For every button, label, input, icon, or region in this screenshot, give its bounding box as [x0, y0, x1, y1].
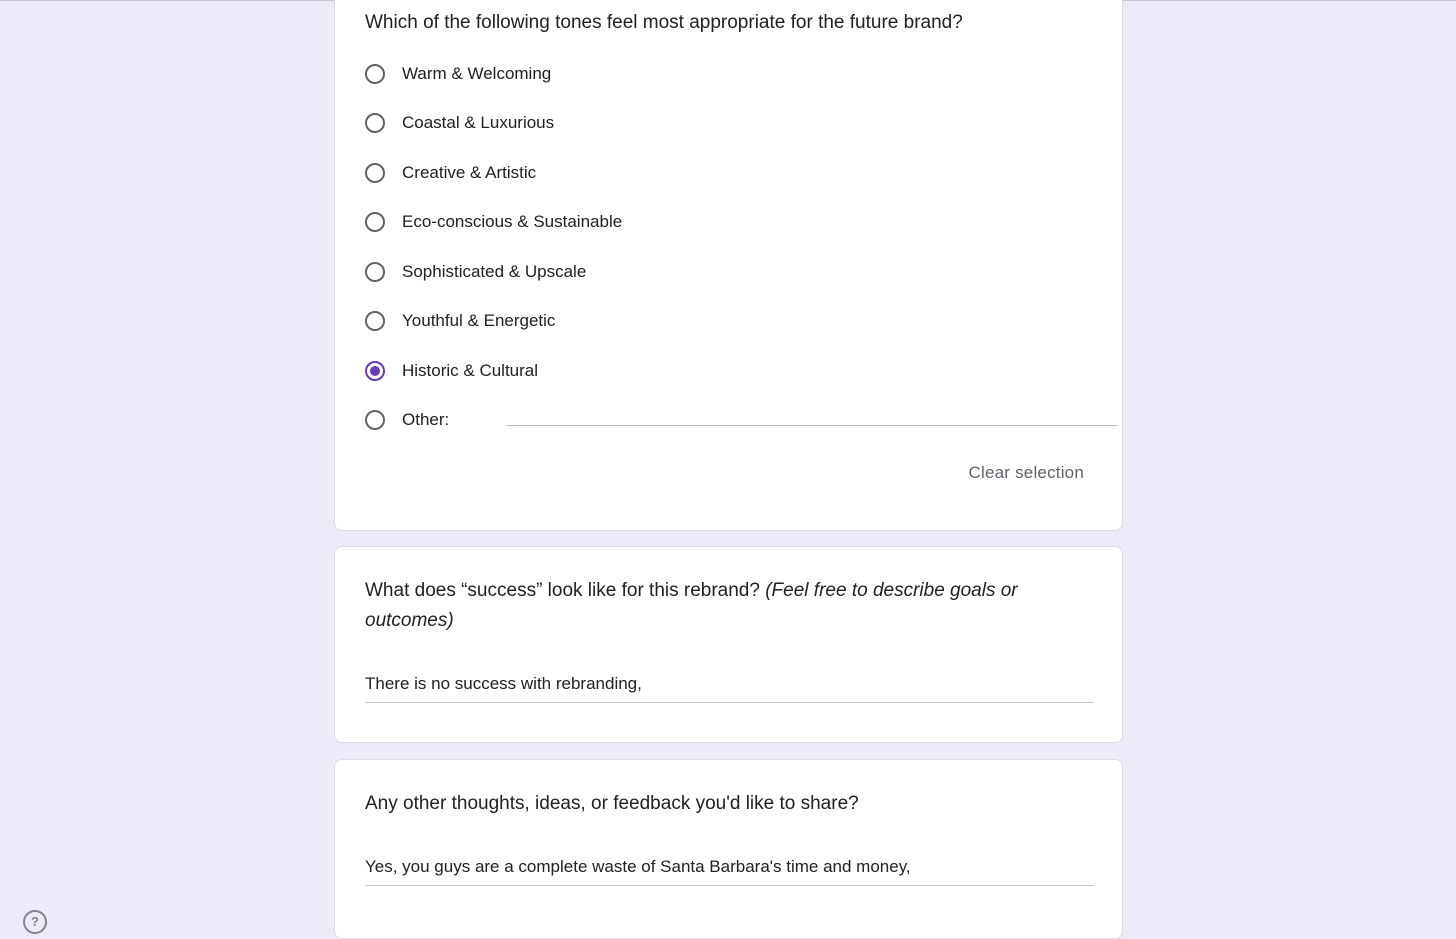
- radio-option-label: Coastal & Luxurious: [402, 113, 555, 132]
- radio-option-label: Warm & Welcoming: [402, 64, 552, 83]
- radio-button[interactable]: [365, 163, 385, 183]
- radio-option-creative[interactable]: [365, 156, 536, 190]
- radio-option-coastal[interactable]: [365, 106, 554, 140]
- question-title-feedback: Any other thoughts, ideas, or feedback you'd like to share?: [365, 793, 859, 814]
- radio-option-historic[interactable]: [365, 354, 538, 388]
- radio-option-label: Sophisticated & Upscale: [402, 262, 587, 281]
- question-title-tone: Which of the following tones feel most appropriate for the future brand?: [365, 12, 963, 33]
- radio-button[interactable]: [365, 212, 385, 232]
- radio-option-label: Eco-conscious & Sustainable: [402, 212, 623, 231]
- question-card-tone: [334, 0, 1123, 531]
- radio-option-sophisticated[interactable]: [365, 255, 586, 289]
- radio-option-label: Creative & Artistic: [402, 163, 537, 182]
- other-text-input[interactable]: [506, 403, 1118, 426]
- radio-option-warm[interactable]: [365, 57, 551, 91]
- radio-button[interactable]: [365, 262, 385, 282]
- radio-button-selected[interactable]: [365, 361, 385, 381]
- radio-button[interactable]: [365, 311, 385, 331]
- answer-field-feedback[interactable]: Yes, you guys are a complete waste of Santa Barbara's time and money,: [365, 857, 1094, 886]
- clear-selection-button[interactable]: Clear selection: [968, 463, 1084, 482]
- radio-button[interactable]: [365, 64, 385, 84]
- question-title-success: [365, 576, 1065, 636]
- radio-button[interactable]: [365, 113, 385, 133]
- radio-button[interactable]: [365, 410, 385, 430]
- radio-option-label: Historic & Cultural: [402, 361, 539, 380]
- question-title-hint: (Feel free to describe goals or outcomes): [365, 580, 1018, 631]
- question-title-text: What does “success” look like for this rebrand?: [365, 580, 766, 601]
- radio-option-youthful[interactable]: [365, 304, 555, 338]
- help-circle-icon[interactable]: ?: [23, 910, 47, 934]
- question-card-feedback: [334, 759, 1123, 939]
- radio-option-other[interactable]: [365, 403, 449, 437]
- radio-option-label: Other:: [402, 410, 450, 429]
- question-card-success: [334, 546, 1123, 743]
- radio-option-label: Youthful & Energetic: [402, 311, 556, 330]
- answer-field-success[interactable]: There is no success with rebranding,: [365, 674, 1094, 703]
- radio-option-eco[interactable]: [365, 205, 622, 239]
